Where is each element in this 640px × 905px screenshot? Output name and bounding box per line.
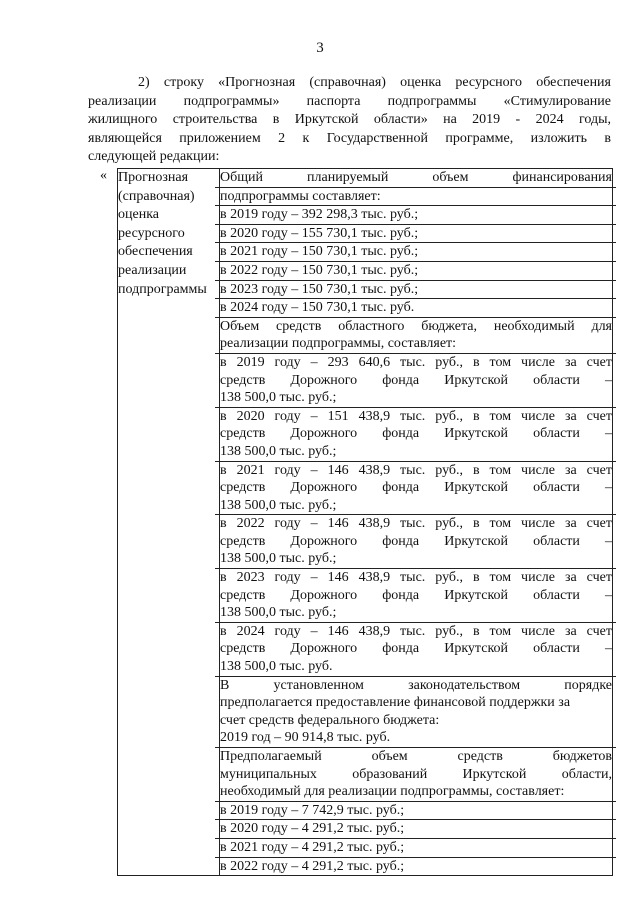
row-label-line: Прогнозная (118, 170, 189, 185)
row-label-line: ресурсного (118, 225, 185, 241)
regional-year-item (215, 407, 616, 461)
regional-year-line: 138 500,0 тыс. руб.; (220, 551, 337, 567)
total-financing-block (220, 169, 612, 317)
total-year-line: в 2022 году – 150 730,1 тыс. руб.; (215, 261, 616, 280)
regional-header-line: реализации подпрограммы, составляет: (220, 336, 457, 352)
federal-line: В установленном законодательством порядке (220, 677, 612, 693)
row-content-cell (220, 169, 613, 876)
page-number: 3 (316, 40, 324, 56)
federal-line: предполагается предоставление финансовой поддержки за (220, 695, 571, 711)
federal-year-line: 2019 год – 90 914,8 тыс. руб. (220, 730, 391, 746)
row-label-line: (справочная) (118, 188, 195, 204)
passport-table (117, 168, 613, 876)
total-year-line: в 2020 году – 155 730,1 тыс. руб.; (215, 224, 616, 243)
regional-year-line: 138 500,0 тыс. руб.; (220, 443, 337, 459)
regional-year-line: средств Дорожного фонда Иркутской области – (220, 533, 612, 549)
regional-year-line: в 2020 году – 151 438,9 тыс. руб., в том числе за счет (220, 408, 612, 424)
municipal-year-line: в 2022 году – 4 291,2 тыс. руб.; (215, 857, 616, 876)
row-label-line: обеспечения (118, 244, 193, 260)
intro-line: следующей редакции: (88, 149, 220, 164)
regional-year-line: средств Дорожного фонда Иркутской области – (220, 372, 612, 388)
row-label-line: подпрограммы (118, 281, 207, 297)
municipal-header-line: Предполагаемый объем средств бюджетов (220, 749, 612, 764)
municipal-year-line: в 2020 году – 4 291,2 тыс. руб.; (215, 819, 616, 838)
total-year-line: в 2021 году – 150 730,1 тыс. руб.; (215, 242, 616, 261)
regional-year-line: в 2022 году – 146 438,9 тыс. руб., в том числе за счет (220, 516, 612, 532)
regional-year-item (215, 353, 616, 407)
regional-year-line: средств Дорожного фонда Иркутской области – (220, 641, 612, 657)
regional-year-item (215, 568, 616, 622)
regional-header-line: Объем средств областного бюджета, необходимый для (220, 318, 612, 334)
regional-year-line: в 2021 году – 146 438,9 тыс. руб., в том числе за счет (220, 462, 612, 478)
regional-year-line: 138 500,0 тыс. руб. (220, 659, 333, 675)
total-year-line: в 2019 году – 392 298,3 тыс. руб.; (215, 205, 616, 224)
intro-paragraph (88, 74, 611, 167)
row-label-line: оценка (118, 207, 160, 223)
municipal-header-line: необходимый для реализации подпрограммы, составляет: (220, 784, 565, 800)
table-row (118, 169, 613, 876)
open-quote-mark: « (100, 168, 107, 183)
regional-year-line: средств Дорожного фонда Иркутской области – (220, 587, 612, 603)
regional-year-item (215, 514, 616, 568)
row-label-cell (118, 169, 220, 876)
regional-year-line: средств Дорожного фонда Иркутской области – (220, 426, 612, 442)
regional-year-line: средств Дорожного фонда Иркутской области – (220, 480, 612, 496)
intro-line: жилищного строительства в Иркутской области» на 2019 - 2024 годы, (88, 112, 611, 127)
total-header-line: подпрограммы составляет: (215, 187, 616, 206)
regional-year-line: 138 500,0 тыс. руб.; (220, 390, 337, 406)
intro-line: являющейся приложением 2 к Государственной программе, изложить в (88, 130, 611, 146)
total-header-line: Общий планируемый объем финансирования (220, 170, 612, 185)
regional-year-line: 138 500,0 тыс. руб.; (220, 497, 337, 513)
municipal-budget-block (215, 747, 616, 875)
total-year-line: в 2024 году – 150 730,1 тыс. руб. (215, 298, 616, 317)
federal-budget-block (215, 676, 616, 747)
municipal-header-line: муниципальных образований Иркутской области, (220, 766, 612, 782)
regional-year-line: в 2024 году – 146 438,9 тыс. руб., в том числе за счет (220, 623, 612, 639)
intro-line: 2) строку «Прогнозная (справочная) оценка ресурсного обеспечения (138, 75, 611, 90)
municipal-year-line: в 2021 году – 4 291,2 тыс. руб.; (215, 838, 616, 857)
regional-year-item (215, 622, 616, 676)
municipal-year-line: в 2019 году – 7 742,9 тыс. руб.; (215, 801, 616, 820)
regional-year-line: в 2023 году – 146 438,9 тыс. руб., в том числе за счет (220, 570, 612, 586)
row-label-line: реализации (118, 262, 187, 278)
intro-line: реализации подпрограммы» паспорта подпрограммы «Стимулирование (88, 93, 611, 109)
federal-line: счет средств федерального бюджета: (220, 712, 440, 728)
total-year-line: в 2023 году – 150 730,1 тыс. руб.; (215, 280, 616, 299)
regional-year-line: в 2019 году – 293 640,6 тыс. руб., в том числе за счет (220, 354, 612, 370)
regional-budget-block (215, 317, 616, 353)
regional-year-line: 138 500,0 тыс. руб.; (220, 605, 337, 621)
regional-year-item (215, 461, 616, 515)
